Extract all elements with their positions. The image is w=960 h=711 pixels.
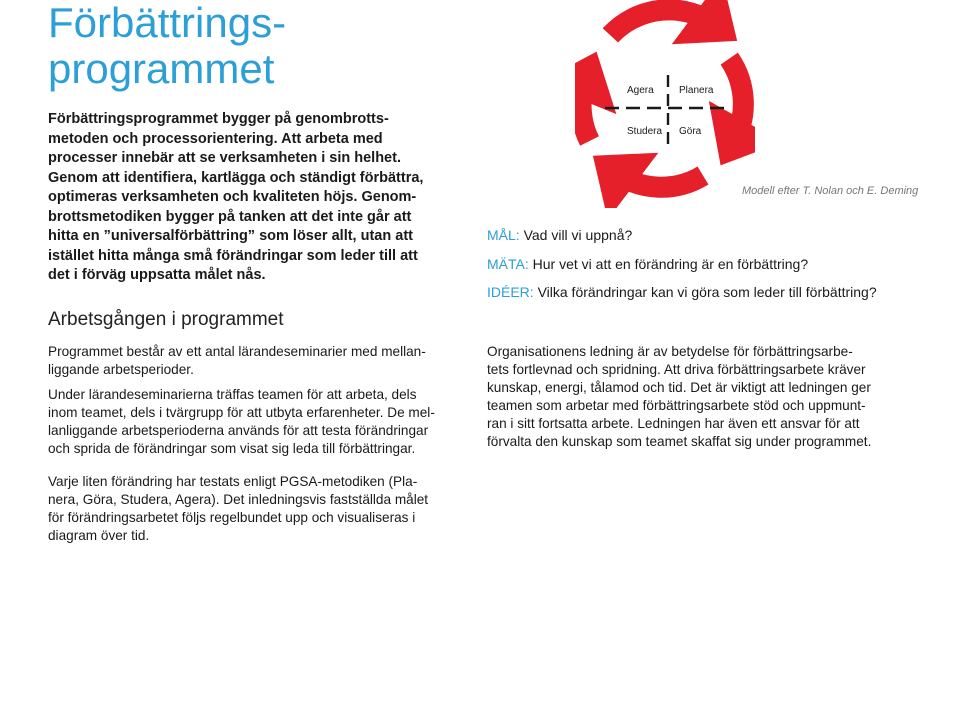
seminar-paragraph xyxy=(48,386,458,458)
intro-line: processer innebär att se verksamheten i sin helhet. xyxy=(48,150,401,166)
paragraph-line: nera, Göra, Studera, Agera). Det inledningsvis fastställda målet xyxy=(48,492,429,507)
paragraph-line: Varje liten förändring har testats enligt PGSA-metodiken (Pla- xyxy=(48,474,418,489)
question-goal xyxy=(487,227,632,243)
paragraph-line: diagram över tid. xyxy=(48,528,150,543)
paragraph-line: för förändringsarbetet följs regelbundet upp och visualiseras i xyxy=(48,510,416,525)
intro-line: det i förväg uppsatta målet nås. xyxy=(48,267,266,283)
leadership-paragraph xyxy=(487,343,907,451)
question-text: Vad vill vi uppnå? xyxy=(523,227,633,243)
pgsa-paragraph xyxy=(48,473,458,545)
intro-line: istället hitta många små förändringar som leder till att xyxy=(48,247,418,264)
intro-line: Förbättringsprogrammet bygger på genombrotts- xyxy=(48,111,389,127)
question-label: IDÉER: xyxy=(487,284,534,300)
paragraph-line: ran i sitt fortsatta arbete. Ledningen har även ett ansvar för att xyxy=(487,416,860,431)
cycle-arrow-right xyxy=(729,59,743,144)
intro-line: brottsmetodiken bygger på tanken att det inte går att xyxy=(48,208,412,225)
model-credit: Modell efter T. Nolan och E. Deming xyxy=(742,185,919,197)
paragraph-line: Organisationens ledning är av betydelse för förbättringsarbe- xyxy=(487,344,853,359)
cycle-arrows xyxy=(581,10,743,187)
question-text: Hur vet vi att en förändring är en förbättring? xyxy=(532,256,809,272)
title-line-2: programmet xyxy=(48,45,275,92)
cycle-label-planera: Planera xyxy=(679,85,714,96)
cycle-label-agera: Agera xyxy=(627,85,654,96)
paragraph-line: teamen som arbetar med förbättringsarbete stöd och uppmunt- xyxy=(487,398,866,413)
pgsa-cycle-diagram xyxy=(575,0,755,208)
cycle-arrow-left xyxy=(581,75,589,141)
cycle-label-studera: Studera xyxy=(627,126,663,137)
paragraph-line: Programmet består av ett antal lärandeseminarier med mellan- xyxy=(48,344,426,359)
question-label: MÅL: xyxy=(487,227,520,243)
title-line-1: Förbättrings- xyxy=(48,0,287,46)
pgsa-cycle-svg xyxy=(575,0,755,208)
section-heading: Arbetsgången i programmet xyxy=(48,309,284,330)
paragraph-line: lanliggande arbetsperioderna används för att testa förändringar xyxy=(48,423,429,438)
paragraph-line: liggande arbetsperioder. xyxy=(48,362,194,377)
question-ideas xyxy=(487,284,877,300)
question-measure xyxy=(487,256,808,272)
paragraph-line: tets fortlevnad och spridning. Att driva förbättringsarbete kräver xyxy=(487,362,866,377)
intro-line: Genom att identifiera, kartlägga och ständigt förbättra, xyxy=(48,169,424,186)
cycle-arrow-bottom xyxy=(613,171,703,187)
paragraph-line: och sprida de förändringar som visat sig leda till förbättringar. xyxy=(48,441,416,456)
cycle-arrow-top xyxy=(610,10,717,36)
question-text: Vilka förändringar kan vi göra som leder till förbättring? xyxy=(537,284,877,300)
paragraph-line: kunskap, energi, tålamod och tid. Det är viktigt att ledningen ger xyxy=(487,380,871,395)
intro-line: optimeras verksamheten och kvaliteten höjs. Genom- xyxy=(48,189,417,205)
program-structure-paragraph xyxy=(48,343,458,379)
paragraph-line: inom teamet, dels i tvärgrupp för att utbyta erfarenheter. De mel- xyxy=(48,405,435,420)
paragraph-line: Under lärandeseminarierna träffas teamen för att arbeta, dels xyxy=(48,387,417,402)
intro-line: metoden och processorientering. Att arbeta med xyxy=(48,130,383,147)
intro-line: hitta en ”universalförbättring” som löser allt, utan att xyxy=(48,228,413,244)
intro-paragraph xyxy=(48,110,448,286)
paragraph-line: förvalta den kunskap som teamet skaffat sig under programmet. xyxy=(487,434,872,449)
question-label: MÄTA: xyxy=(487,256,529,272)
page-title xyxy=(48,0,448,92)
cycle-label-gora: Göra xyxy=(679,126,702,137)
